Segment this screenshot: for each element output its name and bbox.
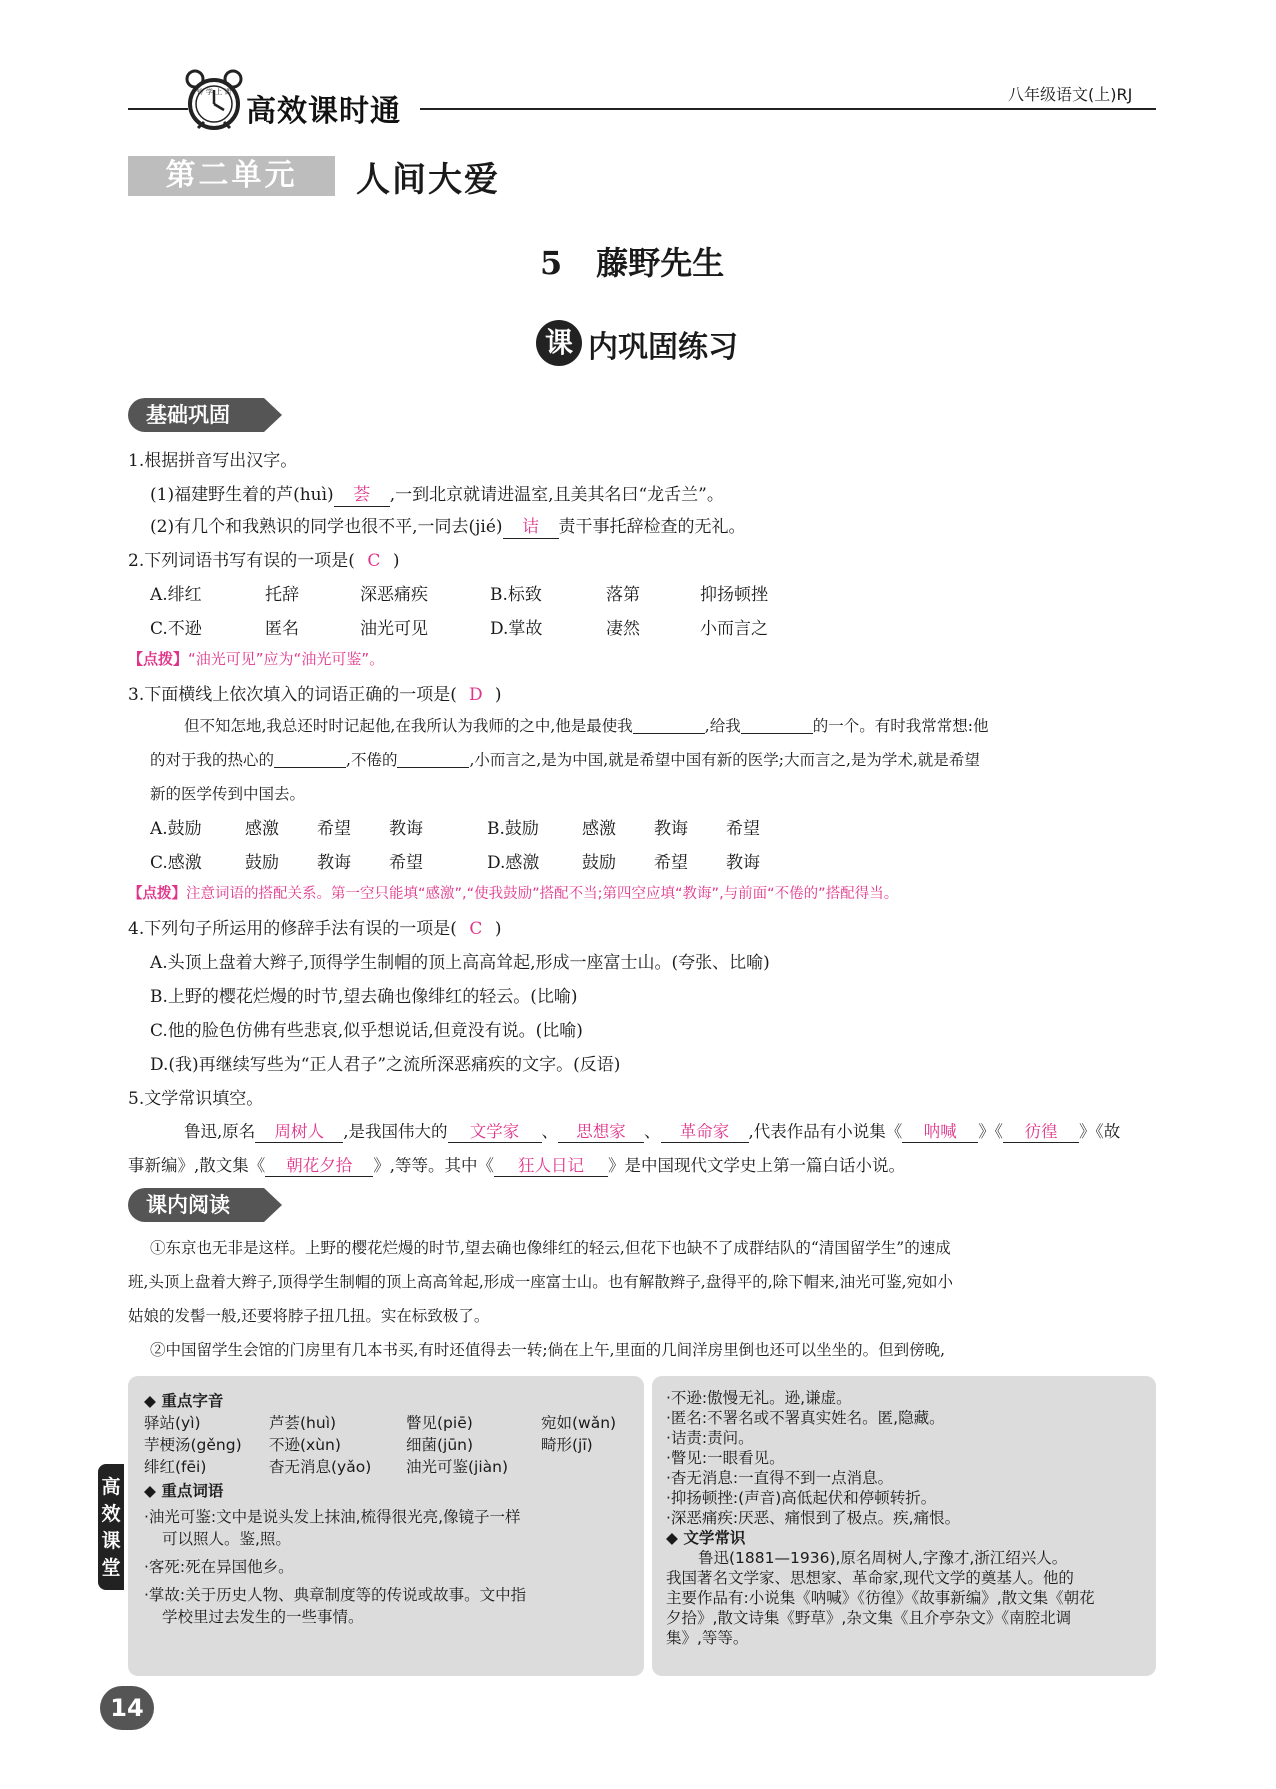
q2-opt: 匿名: [265, 619, 299, 639]
pron-item: 芋梗汤(gěng): [144, 1436, 242, 1454]
pron-item: 宛如(wǎn): [541, 1414, 617, 1432]
reading-p2-line-1: ②中国留学生会馆的门房里有几本书买,有时还值得去一转;倘在上午,里面的几间洋房里倒也还可以坐坐的。但到傍晚,: [150, 1341, 946, 1359]
q5-answer-2: 文学家: [448, 1123, 542, 1143]
q5-text: 、: [541, 1122, 558, 1141]
q3-opt: D.感激: [487, 853, 540, 873]
q1-s2-post: 责干事托辞检查的无礼。: [558, 517, 746, 537]
q5-text: 》是中国现代文学史上第一篇白话小说。: [608, 1156, 905, 1175]
q2-opt: A.绯红: [150, 585, 202, 605]
q5-text: 、: [644, 1122, 661, 1141]
lesson-title: [540, 238, 724, 284]
q5-text: 》《故: [1079, 1122, 1121, 1141]
q3-options-row-1: [150, 814, 760, 839]
logo-title: 高效课时通: [246, 94, 401, 129]
reading-p1-line-3: 姑娘的发髻一般,还要将脖子扭几扭。实在标致极了。: [128, 1307, 490, 1325]
q3-passage-a: 但不知怎地,我总还时时记起他,在我所认为我师的之中,他是最使我: [184, 717, 633, 735]
grade-label: 八年级语文(上)RJ: [1008, 85, 1133, 104]
q3-stem: [128, 680, 502, 705]
q1-s2-pre: (2)有几个和我熟识的同学也很不平,一同去(jié): [150, 517, 503, 537]
section-title: 内巩固练习: [588, 330, 738, 365]
header-rule-right: [420, 108, 1156, 110]
q3-hint: [128, 882, 898, 903]
unit-label-text: 第二单元: [165, 158, 298, 193]
q5-text: 鲁迅,原名: [184, 1122, 256, 1141]
q3-passage-b: ,给我: [704, 717, 741, 735]
q2-opt: B.标致: [490, 585, 542, 605]
q2-options-row-1: [150, 580, 768, 605]
q3-opt: 感激: [245, 819, 279, 839]
q3-hint-label: 【点拨】: [128, 886, 186, 902]
tag-reading: [128, 1188, 264, 1222]
q2-opt: 小而言之: [700, 619, 768, 639]
q3-passage-line-1: [184, 714, 988, 736]
q5-answer-1: 周树人: [255, 1123, 343, 1143]
vocab-item: ·抑扬顿挫:(声音)高低起伏和停顿转折。: [666, 1489, 937, 1507]
lit-line-4: 夕拾》,散文诗集《野草》,杂文集《且介亭杂文》《南腔北调: [666, 1609, 1072, 1627]
q2-hint-text: “油光可见”应为“油光可鉴”。: [188, 650, 385, 668]
q3-answer: D: [469, 685, 483, 705]
q4-option-a: A.头顶上盘着大辫子,顶得学生制帽的顶上高高耸起,形成一座富士山。(夸张、比喻): [150, 953, 770, 973]
q3-opt: A.鼓励: [150, 819, 202, 839]
side-tab: [98, 1464, 124, 1590]
tag-basic: [128, 398, 264, 432]
q1-s1: [150, 480, 724, 507]
q1-s2-answer: 诘: [503, 518, 559, 539]
q3-passage-f: ,小而言之,是为中国,就是希望中国有新的医学;大而言之,是为学术,就是希望: [469, 751, 980, 769]
notes-words-heading: ◆ 重点词语: [144, 1482, 224, 1500]
clock-logo-icon: [182, 68, 246, 132]
q2-opt: 抑扬顿挫: [700, 585, 768, 605]
side-tab-text: 高效课堂: [101, 1476, 121, 1579]
q1-stem: 1.根据拼音写出汉字。: [128, 451, 298, 471]
q1-s2: [150, 512, 746, 539]
vocab-item: ·瞥见:一眼看见。: [666, 1449, 785, 1467]
notes-left-box: [128, 1376, 644, 1676]
q5-stem: 5.文学常识填空。: [128, 1089, 264, 1109]
header-rule-left: [128, 108, 188, 110]
lesson-name: 藤野先生: [596, 244, 725, 282]
tag-basic-text: 基础巩固: [146, 403, 230, 427]
vocab-item: ·深恶痛疾:厌恶、痛恨到了极点。疾,痛恨。: [666, 1509, 961, 1527]
q2-stem-post: ): [392, 551, 400, 571]
q3-passage-e: ,不倦的: [346, 751, 398, 769]
q5-answer-6: 彷徨: [1003, 1123, 1079, 1143]
lit-heading: ◆ 文学常识: [666, 1529, 746, 1547]
pron-item: 驿站(yì): [144, 1414, 201, 1432]
q2-stem: [128, 546, 400, 571]
q5-line-2: [128, 1152, 905, 1177]
q3-opt: C.感激: [150, 853, 202, 873]
q4-option-b: B.上野的樱花烂熳的时节,望去确也像绯红的轻云。(比喻): [150, 987, 578, 1007]
q1-s1-post: ,一到北京就请进温室,且美其名曰“龙舌兰”。: [389, 485, 724, 505]
word-note-2: ·客死:死在异国他乡。: [144, 1558, 294, 1576]
q3-opt: 鼓励: [582, 853, 616, 873]
reading-p1-line-2: 班,头顶上盘着大辫子,顶得学生制帽的顶上高高耸起,形成一座富士山。也有解散辫子,盘得平的,除下帽来,油光可鉴,宛如小: [128, 1273, 953, 1291]
q3-blank-4: [397, 752, 469, 769]
pron-item: 绯红(fēi): [144, 1458, 207, 1476]
vocab-item: ·杳无消息:一直得不到一点消息。: [666, 1469, 894, 1487]
q4-stem: [128, 914, 502, 939]
q2-opt: D.掌故: [490, 619, 543, 639]
lit-line-5: 集》,等等。: [666, 1629, 749, 1647]
q4-option-d: D.(我)再继续写些为“正人君子”之流所深恶痛疾的文字。(反语): [150, 1055, 621, 1075]
q5-answer-8: 狂人日记: [494, 1157, 608, 1177]
pron-grid: [144, 1412, 628, 1478]
q3-passage-c: 的一个。有时我常常想:他: [812, 717, 989, 735]
q1-s1-answer: 荟: [334, 486, 390, 507]
q5-answer-4: 革命家: [661, 1123, 749, 1143]
q5-text: 》,等等。其中《: [373, 1156, 494, 1175]
q3-opt: 教诲: [317, 853, 351, 873]
vocab-item: ·诘责:责问。: [666, 1429, 754, 1447]
q2-opt: 托辞: [265, 585, 299, 605]
tag-reading-text: 课内阅读: [146, 1193, 230, 1217]
q5-answer-5: 呐喊: [902, 1123, 978, 1143]
pron-item: 细菌(jūn): [406, 1436, 474, 1454]
lit-line-1: 鲁迅(1881—1936),原名周树人,字豫才,浙江绍兴人。: [698, 1549, 1068, 1567]
q1-s1-pre: (1)福建野生着的芦(huì): [150, 485, 334, 505]
unit-label: [128, 156, 335, 196]
pron-item: 杳无消息(yǎo): [269, 1458, 372, 1476]
vocab-item: ·匿名:不署名或不署真实姓名。匿,隐藏。: [666, 1409, 945, 1427]
q5-answer-3: 思想家: [558, 1123, 644, 1143]
q3-opt: 教诲: [389, 819, 423, 839]
q2-stem-pre: 2.下列词语书写有误的一项是(: [128, 551, 355, 571]
q3-passage-d: 的对于我的热心的: [150, 751, 275, 769]
q5-text: 事新编》,散文集《: [128, 1156, 266, 1175]
q3-opt: 希望: [726, 819, 760, 839]
section-badge: [536, 320, 582, 366]
q3-blank-2: [741, 718, 813, 735]
clock-face-text: 铃 学 上 课: [196, 88, 232, 96]
q2-answer: C: [367, 551, 381, 571]
q3-opt: 希望: [317, 819, 351, 839]
reading-p1-line-1: ①东京也无非是这样。上野的樱花烂熳的时节,望去确也像绯红的轻云,但花下也缺不了成群结队的“清国留学生”的速成: [150, 1239, 951, 1257]
q3-stem-pre: 3.下面横线上依次填入的词语正确的一项是(: [128, 685, 457, 705]
pron-item: 油光可鉴(jiàn): [406, 1458, 509, 1476]
q3-opt: 鼓励: [245, 853, 279, 873]
lesson-number: 5: [540, 244, 563, 282]
word-note-1a: ·油光可鉴:文中是说头发上抹油,梳得很光亮,像镜子一样: [144, 1508, 521, 1526]
q2-opt: 深恶痛疾: [360, 585, 428, 605]
q5-line-1: [184, 1118, 1120, 1143]
q3-opt: 希望: [654, 853, 688, 873]
q3-options-row-2: [150, 848, 760, 873]
q2-hint-label: 【点拨】: [128, 650, 189, 668]
pron-item: 瞥见(piē): [406, 1414, 473, 1432]
pron-item: [541, 1456, 661, 1478]
q4-option-c: C.他的脸色仿佛有些悲哀,似乎想说话,但竟没有说。(比喻): [150, 1021, 583, 1041]
section-badge-text: 课: [544, 326, 573, 359]
q3-opt: 教诲: [654, 819, 688, 839]
word-note-3b: 学校里过去发生的一些事情。: [162, 1608, 364, 1626]
q3-stem-post: ): [494, 685, 502, 705]
q4-answer: C: [469, 919, 483, 939]
pron-item: 不逊(xùn): [269, 1436, 341, 1454]
q4-stem-post: ): [494, 919, 502, 939]
unit-title: 人间大爱: [356, 160, 500, 200]
q4-stem-pre: 4.下列句子所运用的修辞手法有误的一项是(: [128, 919, 457, 939]
q3-opt: 希望: [389, 853, 423, 873]
q3-hint-text: 注意词语的搭配关系。第一空只能填“感激”,“使我鼓励”搭配不当;第四空应填“教诲”,与前面“不倦的”搭配得当。: [186, 886, 899, 902]
notes-right-box: [652, 1376, 1156, 1676]
q2-opt: 落第: [606, 585, 640, 605]
notes-pron-heading: ◆ 重点字音: [144, 1392, 224, 1410]
q2-opt: 油光可见: [360, 619, 428, 639]
word-note-1b: 可以照人。鉴,照。: [162, 1530, 291, 1548]
q3-blank-3: [274, 752, 346, 769]
q3-blank-1: [633, 718, 705, 735]
q5-text: ,代表作品有小说集《: [748, 1122, 903, 1141]
q2-options-row-2: [150, 614, 768, 639]
page-number-text: 14: [110, 1694, 144, 1722]
q5-text: ,是我国伟大的: [343, 1122, 448, 1141]
vocab-item: ·不逊:傲慢无礼。逊,谦虚。: [666, 1389, 852, 1407]
q3-opt: B.鼓励: [487, 819, 539, 839]
lit-line-2: 我国著名文学家、思想家、革命家,现代文学的奠基人。他的: [666, 1569, 1074, 1587]
pron-item: 畸形(jī): [541, 1436, 593, 1454]
q5-text: 》《: [978, 1122, 1003, 1141]
lit-line-3: 主要作品有:小说集《呐喊》《彷徨》《故事新编》,散文集《朝花: [666, 1589, 1095, 1607]
q2-opt: C.不逊: [150, 619, 202, 639]
q2-hint: [128, 648, 384, 669]
q5-answer-7: 朝花夕拾: [265, 1157, 373, 1177]
pron-item: 芦荟(huì): [269, 1414, 337, 1432]
page-number: [100, 1686, 154, 1730]
q3-passage-line-2: [150, 748, 980, 770]
q3-opt: 感激: [582, 819, 616, 839]
q2-opt: 凄然: [606, 619, 640, 639]
q3-passage-line-3: 新的医学传到中国去。: [150, 785, 306, 803]
q3-opt: 教诲: [726, 853, 760, 873]
word-note-3a: ·掌故:关于历史人物、典章制度等的传说或故事。文中指: [144, 1586, 527, 1604]
